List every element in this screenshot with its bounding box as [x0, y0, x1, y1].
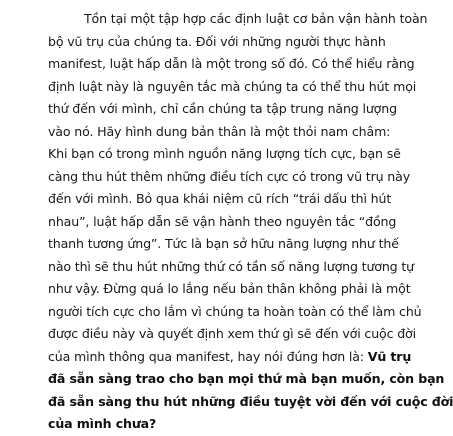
text-line: như vậy. Đừng quá lo lắng nếu bản thân không phải là một	[48, 281, 411, 296]
emphasis-line: đã sẵn sàng thu hút những điều tuyệt vời đến với cuộc đời	[48, 393, 453, 409]
text-line: đến với mình. Bỏ qua khái niệm cũ rích “trái dấu thì hút	[48, 191, 392, 206]
text-line: Tồn tại một tập hợp các định luật cơ bản vận hành toàn	[84, 11, 428, 26]
emphasis-segment: Vũ trụ	[367, 348, 412, 364]
text-line: thứ đến với mình, chỉ cần chúng ta tập trung năng lượng	[48, 101, 397, 116]
text-line: manifest, luật hấp dẫn là một trong số đó. Có thể hiểu rằng	[48, 56, 415, 71]
text-line-mixed	[48, 346, 412, 369]
text-line: được điều này và quyết định xem thứ gì sẽ đến với cuộc đời	[48, 326, 416, 341]
text-line: vào nó. Hãy hình dung bản thân là một thỏi nam châm:	[48, 123, 391, 139]
text-line: thanh tương ứng”. Tức là bạn sở hữu năng lượng như thế	[48, 236, 399, 251]
text-line: nào thì sẽ thu hút những thứ có tần số năng lượng tương tự	[48, 258, 414, 274]
text-line: bộ vũ trụ của chúng ta. Đối với những người thực hành	[48, 33, 386, 49]
text-segment-regular: của mình thông qua manifest, hay nói đúng hơn là:	[48, 348, 368, 364]
text-line: càng thu hút thêm những điều tích cực có trong vũ trụ này	[48, 168, 410, 184]
text-line: Khi bạn có trong mình nguồn năng lượng tích cực, bạn sẽ	[48, 146, 401, 161]
body-paragraph	[48, 8, 453, 436]
emphasis-line: của mình chưa?	[48, 416, 157, 431]
text-line: nhau”, luật hấp dẫn sẽ vận hành theo nguyên tắc “đồng	[48, 213, 397, 229]
text-line: định luật này là nguyên tắc mà chúng ta có thể thu hút mọi	[48, 78, 417, 94]
emphasis-line: đã sẵn sàng trao cho bạn mọi thứ mà bạn muốn, còn bạn	[48, 371, 445, 386]
text-line: người tích cực cho lắm vì chúng ta hoàn toàn có thể làm chủ	[48, 303, 422, 319]
